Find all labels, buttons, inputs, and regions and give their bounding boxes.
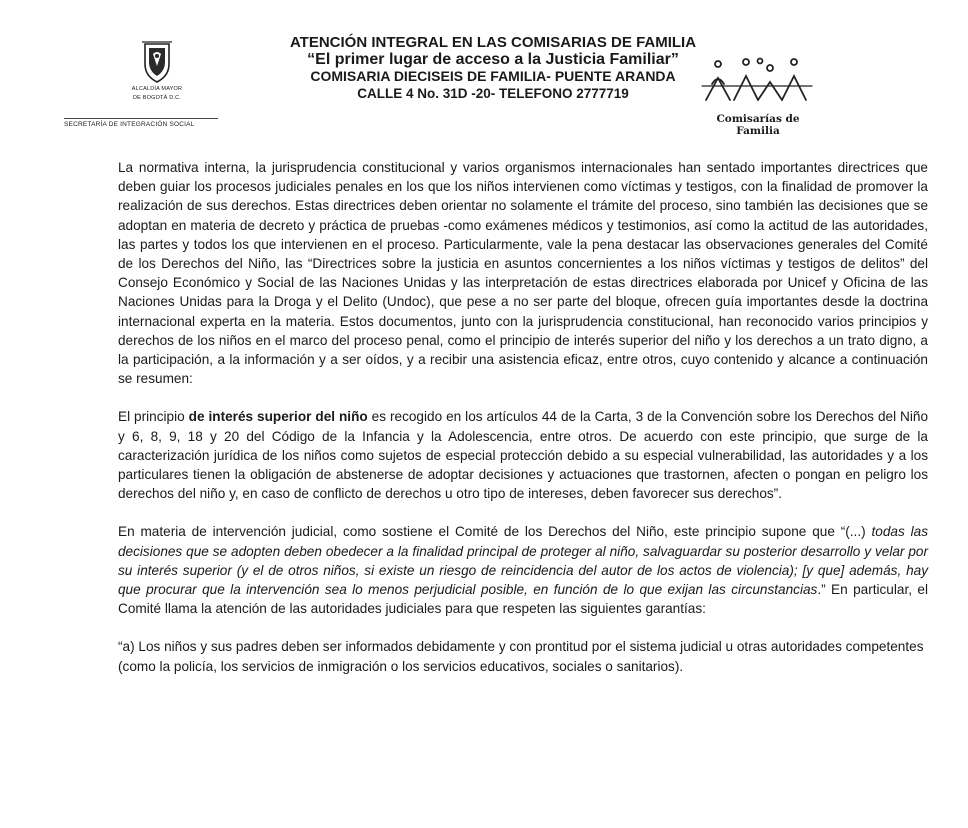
paragraph-3-end: .” En particular, el Comité llama la atención de las autoridades judiciales para que respeten las siguientes garantías: <box>118 582 928 617</box>
paragraph-2-rest: es recogido en los artículos 44 de la Carta, 3 de la Convención sobre los Derechos del Niño y 6, 8, 9, 18 y 20 del Código de la Infancia y la Adolescencia, entre otros. De acuerdo con este principio, que surge de la caracterización jurídica de los niños como sujetos de especial protección debido a su especial vulnerabilidad, las autoridades y a los particulares tienen la obligación de abstenerse de adoptar decisiones y actuaciones que trastornen, afecten o pongan en peligro los derechos del niño y, en caso de conflicto de derechos u otro tipo de intereses, deben favorecer sus derechos”. <box>118 409 929 502</box>
paragraph-3-italic: todas las decisiones que se adopten deben obedecer a la finalidad principal de proteger al niño, salvaguardar su posterior desarrollo y velar por su interés superior (y el de otros niños, si existe un riesgo de reincidencia del autor de los actos de violencia); [y que] además, hay que procurar que la intervención sea lo menos perjudicial posible, en función de lo que exijan las circunstancias <box>118 524 928 598</box>
comisarias-name: Comisarías de Familia <box>716 113 800 137</box>
coat-of-arms-icon <box>140 40 174 84</box>
secretaria-label: SECRETARÍA DE INTEGRACIÓN SOCIAL <box>64 118 218 128</box>
paragraph-2 <box>118 407 928 503</box>
header-slogan: “El primer lugar de acceso a la Justicia Familiar” <box>307 51 679 68</box>
people-chain-icon <box>700 56 816 108</box>
paragraph-1: La normativa interna, la jurisprudencia constitucional y varios organismos internacionales han sentado importantes directrices que deben guiar los procesos judiciales penales en los que los niños intervienen como víctimas y testigos, con la finalidad de promover la realización de sus derechos. Estas directrices deben orientar no solamente el trámite del proceso, sino también las decisiones que se adoptan en materia de decreto y práctica de pruebas -como exámenes médicos y testimonios, así como la actitud de las autoridades, las partes y todos los que intervienen en el proceso. Particularmente, vale la pena destacar las observaciones generales del Comité de los Derechos del Niño, las “Directrices sobre la justicia en asuntos concernientes a los niños víctimas y testigos de delitos” del Consejo Económico y Social de las Naciones Unidas y las interpretación de estas directrices elaborada por Unicef y Oficina de las Naciones Unidas para la Droga y el Delito (Undoc), que pese a no ser parte del bloque, ofrecen guía importantes desde la doctrina internacional experta en la materia. Estos documentos, junto con la jurisprudencia constitucional, han reconocido varios principios y derechos de los niños en el marco del proceso penal, como el principio de interés superior del niño y los derechos a un trato digno, a la participación, a la información y a ser oídos, y a recibir una asistencia eficaz, entre otros, cuyo contenido y alcance a continuación se resumen: <box>118 160 928 387</box>
paragraph-3-start: En materia de intervención judicial, como sostiene el Comité de los Derechos del Niño, este principio supone que “(...) <box>118 524 872 540</box>
document-header <box>268 34 718 103</box>
quote-item-a: “a) Los niños y sus padres deben ser informados debidamente y con prontitud por el sistema judicial u otras autoridades competentes (como la policía, los servicios de inmigración o los servicios educativos, sociales o sanitarios). <box>118 639 924 674</box>
paragraph-2-start: El principio <box>118 409 189 425</box>
header-address: CALLE 4 No. 31D -20- TELEFONO 2777719 <box>357 86 629 101</box>
header-title-line1: ATENCIÓN INTEGRAL EN LAS COMISARIAS DE FAMILIA <box>289 34 697 51</box>
paragraph-3 <box>118 522 928 618</box>
alcaldia-name-line1: ALCALDÍA MAYOR <box>131 86 183 92</box>
document-body <box>118 158 928 676</box>
comisarias-logo <box>696 56 820 137</box>
alcaldia-seal <box>112 40 202 101</box>
header-comisaria: COMISARIA DIECISEIS DE FAMILIA- PUENTE ARANDA <box>310 68 676 84</box>
paragraph-2-bold: de interés superior del niño <box>188 409 368 425</box>
alcaldia-name-line2: DE BOGOTÁ D.C. <box>132 94 182 101</box>
